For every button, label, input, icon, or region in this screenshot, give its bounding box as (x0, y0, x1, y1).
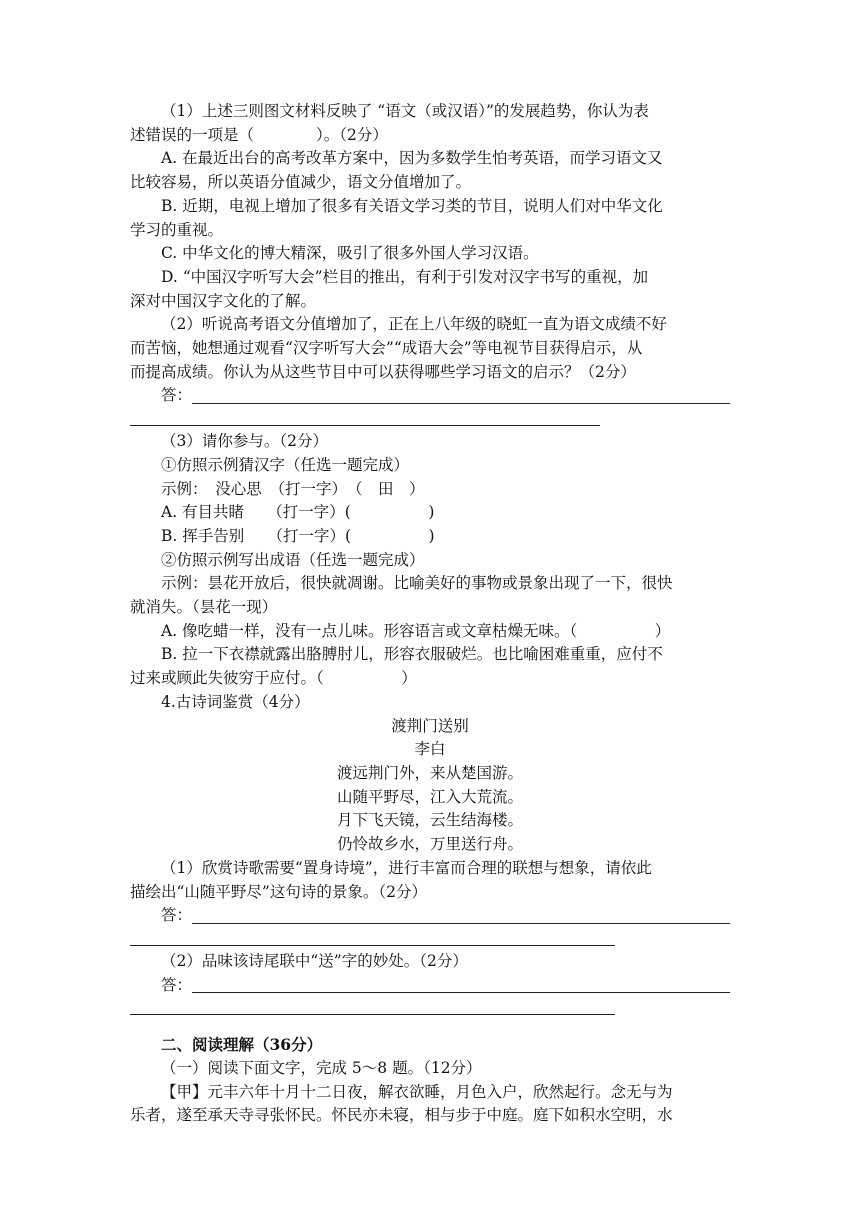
section-gap (130, 1019, 730, 1033)
exam-content (130, 100, 730, 1128)
answer-underline (192, 386, 730, 404)
passage-jia-line1: 【甲】元丰六年十月十二日夜，解衣欲睡，月色入户，欣然起行。念无与为 (161, 1082, 673, 1101)
q4-sub1-line1: （1）欣赏诗歌需要“置身诗境”，进行丰富而合理的联想与想象，请依此 (161, 858, 652, 877)
poem-line: 仍怜故乡水，万里送行舟。 (336, 835, 523, 854)
q4-heading: 4.古诗词鉴赏（4分） (161, 692, 310, 711)
q4-sub1-line2: 描绘出“山随平野尽”这句诗的景象。（2分） (130, 882, 427, 901)
poem-line: 月下飞天镜，云生结海楼。 (336, 811, 523, 830)
riddle-title: ①仿照示例猜汉字（任选一题完成） (161, 455, 410, 474)
option-d-line2: 深对中国汉字文化的了解。 (130, 291, 317, 310)
answer-continuation-line[interactable] (130, 928, 615, 946)
q3-sub1-line2: 述错误的一项是（ ）。（2分） (130, 125, 388, 144)
q3-sub2-line1: （2）听说高考语文分值增加了，正在上八年级的晓虹一直为语文成绩不好 (161, 315, 667, 334)
answer-line-q4-1[interactable] (130, 904, 730, 928)
option-b-line1: B. 近期，电视上增加了很多有关语文学习类的节目，说明人们对中华文化 (161, 196, 663, 215)
q4-sub2: （2）品味该诗尾联中“送”字的妙处。（2分） (161, 951, 468, 970)
q3-sub3: （3）请你参与。（2分） (161, 432, 328, 451)
answer-line-q4-2[interactable] (130, 974, 730, 998)
idiom-example-line1: 示例：昙花开放后，很快就凋谢。比喻美好的事物或景象出现了一下，很快 (161, 574, 673, 593)
option-d-line1: D. “中国汉字听写大会”栏目的推出，有利于引发对汉字书写的重视，加 (161, 267, 649, 286)
answer-label: 答： (161, 975, 193, 994)
idiom-example-line2: 就消失。（昙花一现） (130, 598, 278, 617)
idiom-title: ②仿照示例写出成语（任选一题完成） (161, 550, 425, 569)
section2-heading: 二、阅读理解（36分） (161, 1035, 323, 1055)
answer-label: 答： (161, 906, 193, 925)
q3-sub1-line1: （1）上述三则图文材料反映了 “语文（或汉语）”的发展趋势，你认为表 (161, 102, 649, 120)
answer-underline (192, 975, 730, 993)
section2-part1: （一）阅读下面文字，完成 5～8 题。（12分） (161, 1059, 482, 1078)
poem-line: 渡远荆门外，来从楚国游。 (336, 763, 523, 782)
idiom-a: A. 像吃蜡一样，没有一点儿味。形容语言或文章枯燥无味。（ ） (161, 621, 671, 640)
riddle-example: 示例： 没心思 （打一字） （ 田 ） (161, 479, 425, 498)
option-b-line2: 学习的重视。 (130, 220, 224, 239)
option-a-line1: A. 在最近出台的高考改革方案中，因为多数学生怕考英语，而学习语文又 (161, 149, 663, 168)
answer-line-q3-2[interactable] (130, 384, 730, 408)
idiom-b-line1: B. 拉一下衣襟就露出胳膊肘儿，形容衣服破烂。也比喻困难重重，应付不 (161, 645, 663, 664)
riddle-b: B. 挥手告别 （打一字）( ) (161, 526, 435, 545)
riddle-a: A. 有目共睹 （打一字）( ) (161, 503, 435, 522)
answer-continuation-line[interactable] (130, 997, 615, 1015)
idiom-b-line2: 过来或顾此失彼穷于应付。（ ） (130, 669, 417, 688)
poem-author: 李白 (414, 740, 446, 759)
q3-sub2-line3: 而提高成绩。你认为从这些节目中可以获得哪些学习语文的启示？（2分） (130, 362, 636, 381)
option-c: C. 中华文化的博大精深，吸引了很多外国人学习汉语。 (161, 244, 539, 263)
answer-label: 答： (161, 386, 193, 405)
answer-underline (192, 906, 730, 924)
poem-title: 渡荆门送别 (391, 716, 469, 735)
passage-jia-line2: 乐者，遂至承天寺寻张怀民。怀民亦未寝，相与步于中庭。庭下如积水空明，水 (130, 1106, 673, 1125)
option-a-line2: 比较容易，所以英语分值减少，语文分值增加了。 (130, 173, 472, 192)
answer-continuation-line[interactable] (130, 408, 600, 426)
q3-sub2-line2: 而苦恼，她想通过观看“汉字听写大会”“成语大会”等电视节目获得启示，从 (130, 339, 643, 358)
poem-line: 山随平野尽，江入大荒流。 (336, 787, 523, 806)
